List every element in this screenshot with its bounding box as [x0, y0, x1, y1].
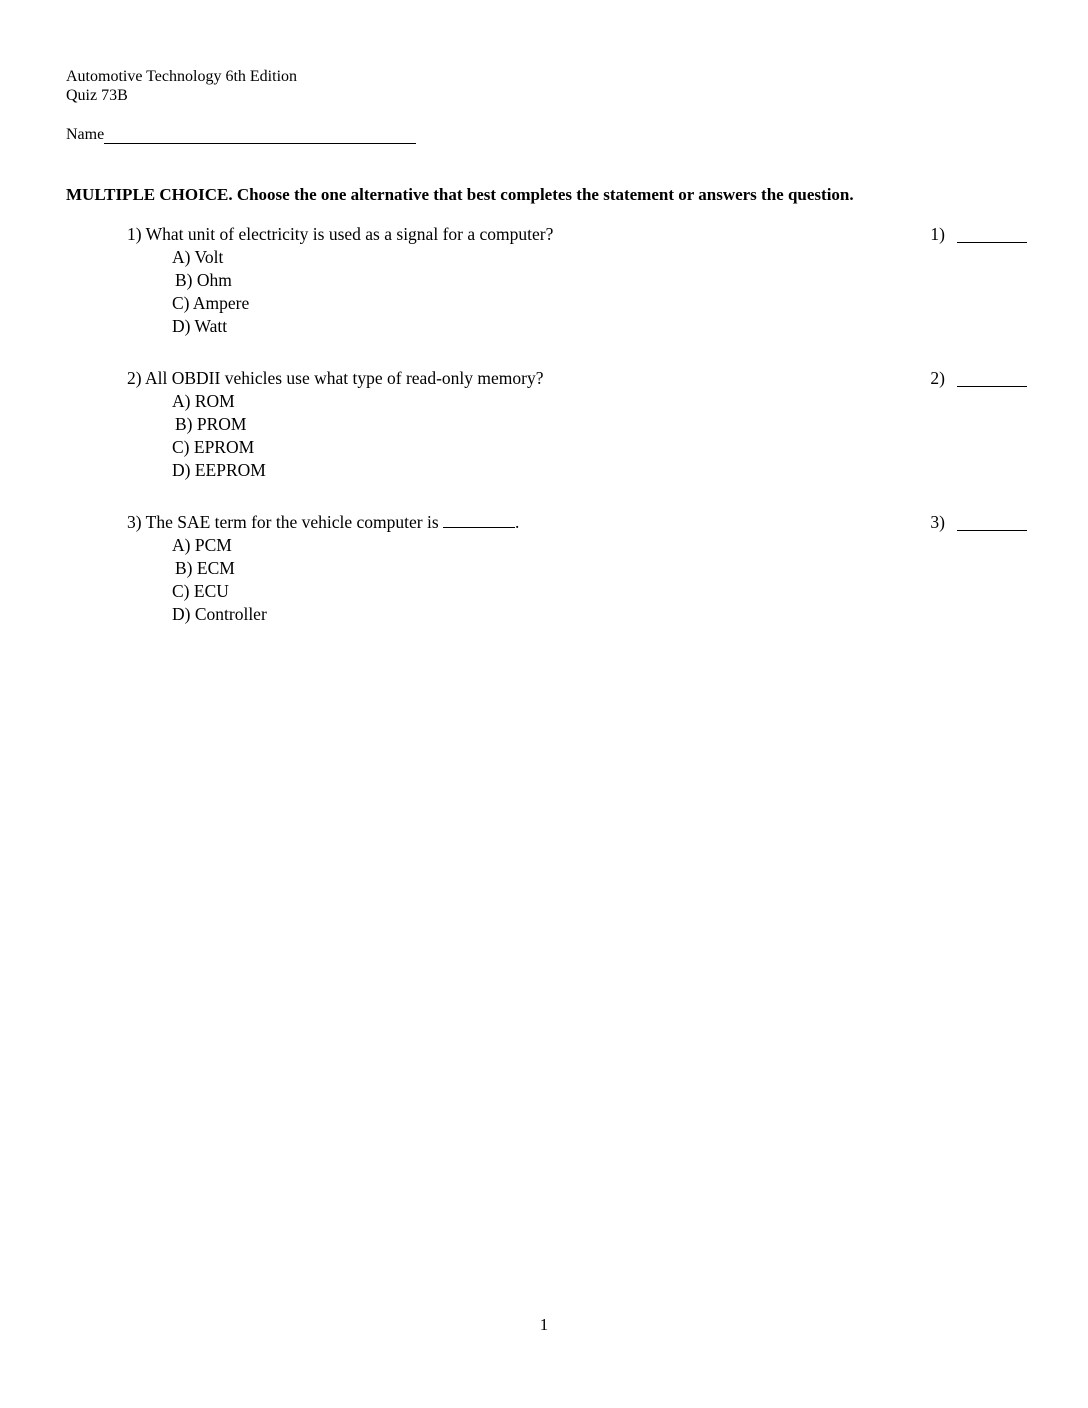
- question-stem: 2) All OBDII vehicles use what type of read-only memory?: [127, 368, 544, 388]
- fill-in-blank: [443, 511, 515, 528]
- document-header: [66, 67, 297, 105]
- answer-blank-line[interactable]: [957, 367, 1027, 387]
- choice-a: A) ROM: [172, 391, 235, 411]
- choice-c: C) EPROM: [172, 437, 255, 457]
- choice-b: B) PROM: [175, 414, 247, 434]
- quiz-title: Quiz 73B: [66, 87, 128, 104]
- instructions: MULTIPLE CHOICE. Choose the one alternative that best completes the statement or answers the question.: [66, 185, 854, 204]
- question-2: [127, 367, 1027, 482]
- answer-slot: [930, 223, 1027, 246]
- choice-c: C) Ampere: [172, 293, 250, 313]
- question-stem: [127, 511, 1027, 534]
- name-blank-line[interactable]: [104, 126, 416, 144]
- choice-list: [172, 534, 1027, 626]
- choice-d: D) EEPROM: [172, 460, 266, 480]
- choice-list: [172, 390, 1027, 482]
- answer-number: 2): [930, 368, 945, 388]
- choice-b: B) ECM: [175, 558, 235, 578]
- choice-a: A) Volt: [172, 247, 224, 267]
- question-stem-period: .: [515, 512, 520, 532]
- question-1: [127, 223, 1027, 338]
- choice-d: D) Controller: [172, 604, 267, 624]
- book-title: Automotive Technology 6th Edition: [66, 68, 298, 85]
- choice-b: B) Ohm: [175, 270, 232, 290]
- choice-a: A) PCM: [172, 535, 232, 555]
- name-label: Name: [66, 126, 105, 143]
- choice-c: C) ECU: [172, 581, 229, 601]
- answer-slot: [930, 511, 1027, 534]
- answer-number: 3): [930, 512, 945, 532]
- question-stem-text: 3) The SAE term for the vehicle computer is: [127, 512, 439, 532]
- name-field-row: [66, 125, 416, 144]
- question-stem: 1) What unit of electricity is used as a signal for a computer?: [127, 224, 554, 244]
- answer-blank-line[interactable]: [957, 223, 1027, 243]
- page-number: 1: [539, 1315, 549, 1334]
- answer-blank-line[interactable]: [957, 511, 1027, 531]
- answer-slot: [930, 367, 1027, 390]
- answer-number: 1): [930, 224, 945, 244]
- choice-d: D) Watt: [172, 316, 228, 336]
- question-3: [127, 511, 1027, 626]
- choice-list: [172, 246, 1027, 338]
